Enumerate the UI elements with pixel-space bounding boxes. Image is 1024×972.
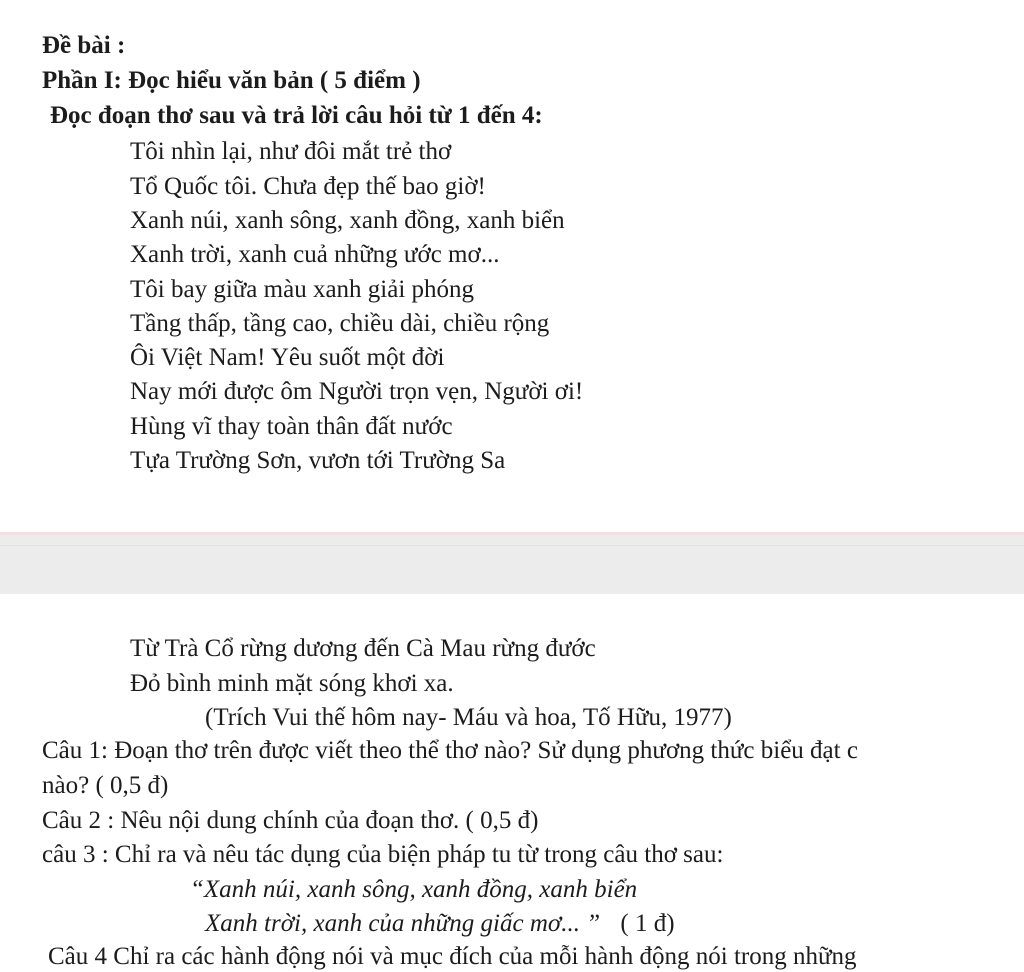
reading-instruction: Đọc đoạn thơ sau và trả lời câu hỏi từ 1 đến 4: [50, 102, 543, 129]
poem-line: Tôi nhìn lại, như đôi mắt trẻ thơ [130, 138, 452, 165]
question-2: Câu 2 : Nêu nội dung chính của đoạn thơ. ( 0,5 đ) [42, 807, 539, 834]
question-1-continuation: nào? ( 0,5 đ) [42, 772, 169, 799]
page-separator [0, 532, 1024, 594]
poem-line: Tổ Quốc tôi. Chưa đẹp thế bao giờ! [130, 173, 486, 200]
question-3-quote-line-2-wrap [205, 909, 675, 939]
poem-line: Đỏ bình minh mặt sóng khơi xa. [130, 670, 454, 697]
poem-line: Xanh núi, xanh sông, xanh đồng, xanh biển [130, 207, 565, 234]
question-3-quote-line-2: Xanh trời, xanh của những giấc mơ... ” [205, 910, 601, 937]
question-3-quote-line-1: “Xanh núi, xanh sông, xanh đồng, xanh biển [190, 876, 638, 903]
poem-source: (Trích Vui thế hôm nay- Máu và hoa, Tố Hữu, 1977) [205, 704, 732, 731]
poem-line: Xanh trời, xanh cuả những ước mơ... [130, 241, 500, 268]
poem-line: Nay mới được ôm Người trọn vẹn, Người ơi! [130, 378, 584, 405]
de-bai-heading: Đề bài : [42, 32, 126, 59]
poem-line: Từ Trà Cổ rừng dương đến Cà Mau rừng đước [130, 635, 596, 662]
poem-line: Tôi bay giữa màu xanh giải phóng [130, 276, 475, 303]
part-one-heading: Phần I: Đọc hiểu văn bản ( 5 điểm ) [42, 67, 421, 94]
question-3-points: ( 1 đ) [620, 910, 675, 937]
document-page-bottom [0, 594, 1024, 970]
poem-line: Ôi Việt Nam! Yêu suốt một đời [130, 344, 445, 371]
question-4-partial: Câu 4 Chỉ ra các hành động nói và mục đích của mỗi hành động nói trong những [48, 943, 857, 970]
poem-line: Tựa Trường Sơn, vươn tới Trường Sa [130, 447, 506, 474]
question-3: câu 3 : Chỉ ra và nêu tác dụng của biện pháp tu từ trong câu thơ sau: [42, 841, 724, 868]
poem-line: Hùng vĩ thay toàn thân đất nước [130, 413, 453, 440]
question-1: Câu 1: Đoạn thơ trên được viết theo thể thơ nào? Sử dụng phương thức biểu đạt c [42, 737, 858, 764]
poem-line: Tầng thấp, tầng cao, chiều dài, chiều rộng [130, 310, 550, 337]
